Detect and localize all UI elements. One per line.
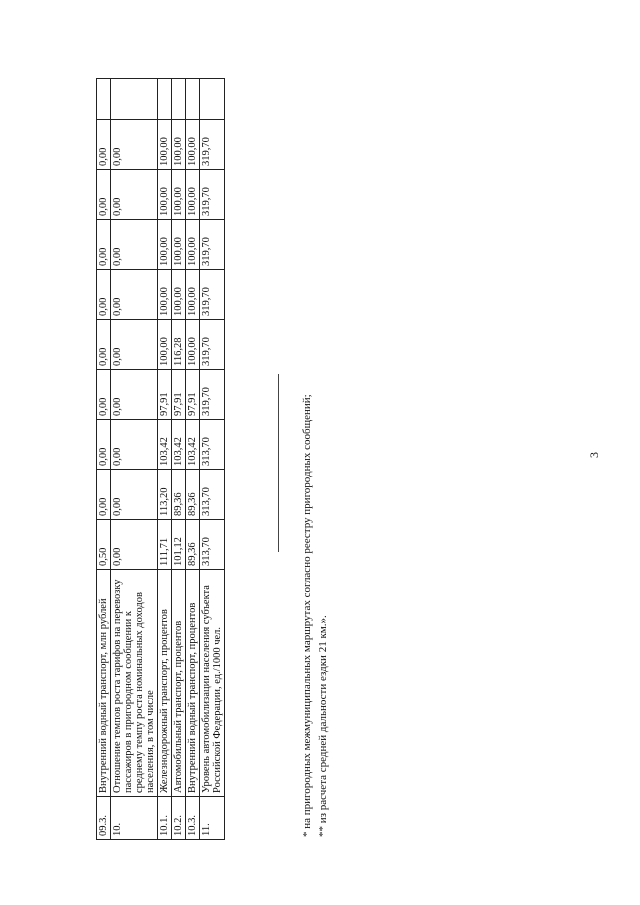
table-row (97, 79, 111, 840)
table-row (200, 79, 225, 840)
value-cell: 0,00 (97, 170, 111, 220)
value-cell: 89,36 (172, 470, 186, 520)
value-cell: 100,00 (158, 170, 172, 220)
table-row (158, 79, 172, 840)
page-number: 3 (587, 452, 601, 458)
row-indicator-name: Железнодорожный транспорт, процентов (158, 570, 172, 797)
value-cell: 0,00 (111, 170, 158, 220)
value-cell: 0,00 (97, 470, 111, 520)
value-cell: 0,00 (111, 320, 158, 370)
footnotes (299, 394, 331, 837)
value-cell: 0,00 (111, 470, 158, 520)
value-cell: 101,12 (172, 520, 186, 570)
value-cell: 100,00 (172, 270, 186, 320)
row-indicator-name: Автомобильный транспорт, процентов (172, 570, 186, 797)
empty-cell (97, 79, 111, 120)
value-cell: 100,00 (172, 220, 186, 270)
value-cell: 116,28 (172, 320, 186, 370)
footnote-1: * на пригородных межмуниципальных маршрутах согласно реестру пригородных сообщений; (301, 394, 313, 837)
value-cell: 0,00 (97, 120, 111, 170)
value-cell: 0,00 (111, 370, 158, 420)
value-cell: 0,00 (111, 420, 158, 470)
footnote-2: ** из расчета средней дальности ездки 21 км.». (317, 615, 329, 837)
value-cell: 97,91 (158, 370, 172, 420)
value-cell: 319,70 (200, 320, 225, 370)
empty-cell (111, 79, 158, 120)
separator-rule (278, 374, 279, 552)
empty-cell (200, 79, 225, 120)
value-cell: 100,00 (186, 120, 200, 170)
value-cell: 100,00 (172, 170, 186, 220)
value-cell: 0,00 (111, 270, 158, 320)
row-number: 10.2. (172, 797, 186, 840)
table-row (186, 79, 200, 840)
value-cell: 313,70 (200, 520, 225, 570)
value-cell: 313,70 (200, 470, 225, 520)
value-cell: 113,20 (158, 470, 172, 520)
value-cell: 319,70 (200, 170, 225, 220)
value-cell: 100,00 (158, 270, 172, 320)
row-indicator-name: Внутренний водный транспорт, млн рублей (97, 570, 111, 797)
indicators-table (96, 78, 225, 840)
value-cell: 319,70 (200, 270, 225, 320)
table-row (172, 79, 186, 840)
value-cell: 0,00 (97, 320, 111, 370)
value-cell: 313,70 (200, 420, 225, 470)
value-cell: 0,00 (97, 270, 111, 320)
value-cell: 97,91 (172, 370, 186, 420)
value-cell: 100,00 (172, 120, 186, 170)
value-cell: 100,00 (158, 120, 172, 170)
value-cell: 97,91 (186, 370, 200, 420)
value-cell: 0,50 (97, 520, 111, 570)
empty-cell (158, 79, 172, 120)
row-number: 10.1. (158, 797, 172, 840)
value-cell: 0,00 (97, 370, 111, 420)
empty-cell (186, 79, 200, 120)
value-cell: 100,00 (186, 170, 200, 220)
value-cell: 100,00 (158, 320, 172, 370)
table-body (97, 79, 225, 840)
row-number: 10.3. (186, 797, 200, 840)
value-cell: 0,00 (97, 220, 111, 270)
row-indicator-name: Уровень автомобилизации населения субъекта Российской Федерации, ед./1000 чел. (200, 570, 225, 797)
value-cell: 100,00 (186, 270, 200, 320)
empty-cell (172, 79, 186, 120)
value-cell: 0,00 (111, 120, 158, 170)
value-cell: 111,71 (158, 520, 172, 570)
value-cell: 0,00 (111, 520, 158, 570)
value-cell: 89,36 (186, 520, 200, 570)
value-cell: 103,42 (186, 420, 200, 470)
value-cell: 103,42 (172, 420, 186, 470)
row-number: 09.3. (97, 797, 111, 840)
value-cell: 319,70 (200, 220, 225, 270)
row-indicator-name: Отношение темпов роста тарифов на перевозку пассажиров в пригородном сообщении к среднему темпу роста номинальных доходов населения, в том числе (111, 570, 158, 797)
value-cell: 0,00 (97, 420, 111, 470)
value-cell: 319,70 (200, 370, 225, 420)
value-cell: 319,70 (200, 120, 225, 170)
value-cell: 100,00 (158, 220, 172, 270)
row-indicator-name: Внутренний водный транспорт, процентов (186, 570, 200, 797)
table-row (111, 79, 158, 840)
value-cell: 103,42 (158, 420, 172, 470)
value-cell: 100,00 (186, 220, 200, 270)
value-cell: 0,00 (111, 220, 158, 270)
value-cell: 100,00 (186, 320, 200, 370)
value-cell: 89,36 (186, 470, 200, 520)
row-number: 11. (200, 797, 225, 840)
row-number: 10. (111, 797, 158, 840)
